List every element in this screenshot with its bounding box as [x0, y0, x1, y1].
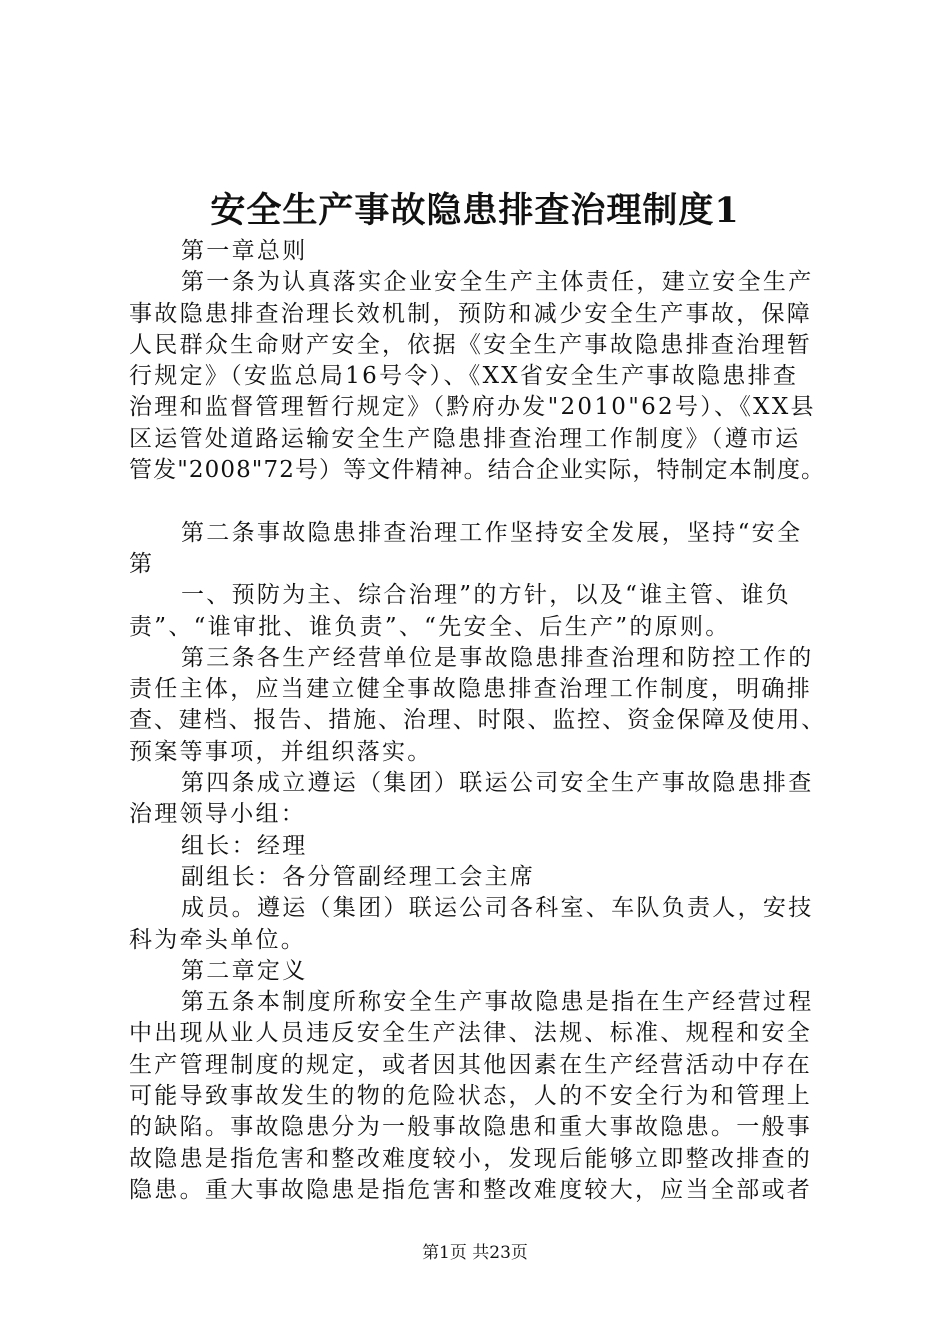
text-line: 行规定》（安监总局16号令）、《XX省安全生产事故隐患排查: [129, 363, 799, 390]
text-line: 管发"2008"72号）等文件精神。结合企业实际，特制定本制度。: [129, 457, 826, 484]
chapter-heading: 第一章总则: [181, 238, 308, 264]
blank-line: [129, 486, 829, 517]
text-line: 查、建档、报告、措施、治理、时限、监控、资金保障及使用、: [129, 707, 827, 734]
page-number: 第1页 共23页: [422, 1243, 528, 1263]
text-line: 副组长：各分管副经理工会主席: [181, 863, 536, 890]
text-line: 生产管理制度的规定，或者因其他因素在生产经营活动中存在: [129, 1051, 813, 1078]
text-line: 人民群众生命财产安全，依据《安全生产事故隐患排查治理暂: [129, 331, 813, 358]
text-line: 第一条为认真落实企业安全生产主体责任，建立安全生产: [181, 269, 814, 296]
text-line: 组长：经理: [181, 832, 308, 859]
text-line: 第四条成立遵运（集团）联运公司安全生产事故隐患排查: [181, 770, 814, 797]
text-line: 成员。遵运（集团）联运公司各科室、车队负责人，安技: [181, 895, 814, 922]
text-line: 第: [129, 550, 155, 577]
text-line: 治理和监督管理暂行规定》（黔府办发"2010"62号）、《XX县: [129, 394, 816, 421]
text-line: 隐患。重大事故隐患是指危害和整改难度较大，应当全部或者: [129, 1176, 813, 1203]
text-line: 第五条本制度所称安全生产事故隐患是指在生产经营过程: [181, 989, 814, 1016]
text-line: 预案等事项，并组织落实。: [129, 738, 433, 765]
text-line: 科为牵头单位。: [129, 926, 307, 953]
document-title: 安全生产事故隐患排查治理制度1: [210, 190, 740, 231]
text-line: 第三条各生产经营单位是事故隐患排查治理和防控工作的: [181, 644, 814, 671]
text-line: 中出现从业人员违反安全生产法律、法规、标准、规程和安全: [129, 1020, 813, 1047]
text-line: 第二条事故隐患排查治理工作坚持安全发展，坚持“安全: [181, 519, 803, 546]
text-line: 治理领导小组：: [129, 801, 307, 828]
text-line: 故隐患是指危害和整改难度较小，发现后能够立即整改排查的: [129, 1145, 813, 1172]
text-line: 一、预防为主、综合治理”的方针，以及“谁主管、谁负: [181, 582, 792, 609]
text-line: 事故隐患排查治理长效机制，预防和减少安全生产事故，保障: [129, 300, 813, 327]
text-line: 的缺陷。事故隐患分为一般事故隐患和重大事故隐患。一般事: [129, 1114, 813, 1141]
text-line: 责”、“谁审批、谁负责”、“先安全、后生产”的原则。: [129, 613, 731, 640]
chapter-heading: 第二章定义: [181, 957, 308, 984]
document-body: [129, 236, 829, 1206]
text-line: 可能导致事故发生的物的危险状态，人的不安全行为和管理上: [129, 1083, 813, 1110]
text-line: 区运管处道路运输安全生产隐患排查治理工作制度》（遵市运: [129, 425, 801, 452]
text-line: 责任主体，应当建立健全事故隐患排查治理工作制度，明确排: [129, 676, 813, 703]
